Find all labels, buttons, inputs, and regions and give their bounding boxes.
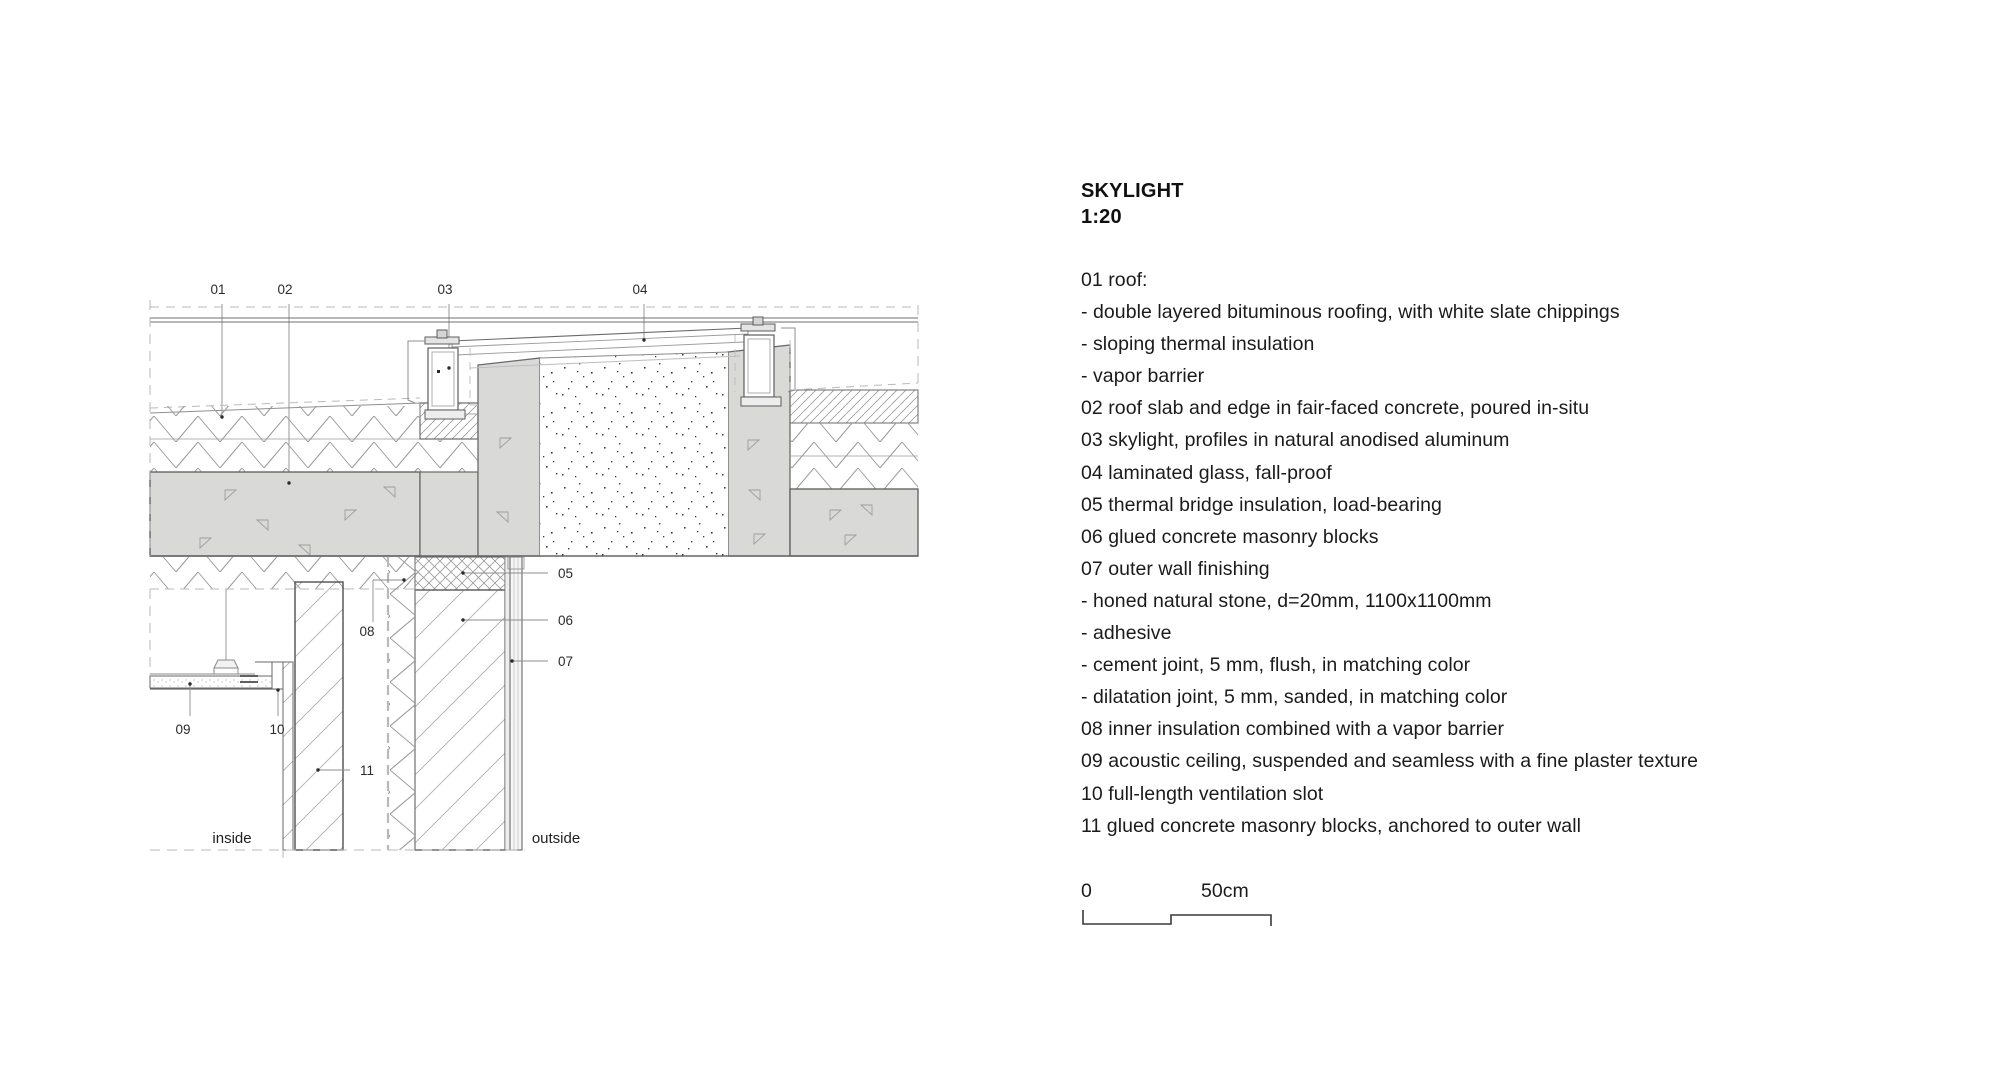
list-item: 11 glued concrete masonry blocks, anchored to outer wall xyxy=(1081,814,1581,837)
roof-slab-left xyxy=(150,472,420,556)
list-item: 10 full-length ventilation slot xyxy=(1081,782,1324,805)
label-outside: outside xyxy=(531,830,581,847)
list-item: - sloping thermal insulation xyxy=(1081,333,1315,356)
scale-start-label: 0 xyxy=(1081,880,1092,902)
scale-bar-graphic xyxy=(1081,906,1291,928)
architectural-detail-drawing xyxy=(0,0,1000,900)
callout-01: 01 xyxy=(210,282,226,297)
roof-insulation-left xyxy=(150,406,420,472)
list-item: 09 acoustic ceiling, suspended and seamless with a fine plaster texture xyxy=(1081,750,1699,773)
callout-06: 06 xyxy=(558,613,574,628)
outer-finishing-07 xyxy=(505,557,524,850)
list-item: - cement joint, 5 mm, flush, in matching color xyxy=(1081,654,1471,677)
list-item: 03 skylight, profiles in natural anodised aluminum xyxy=(1081,429,1510,452)
label-inside: inside xyxy=(212,830,252,847)
scale-bar xyxy=(1081,880,1311,926)
callout-10: 10 xyxy=(269,722,285,737)
list-item: 06 glued concrete masonry blocks xyxy=(1081,525,1379,548)
skylight-upstand-left xyxy=(420,403,478,556)
skylight-kerb-left xyxy=(478,358,540,556)
callout-09: 09 xyxy=(175,722,191,737)
inner-insulation-08 xyxy=(388,557,415,850)
callout-05: 05 xyxy=(558,566,574,581)
callout-02: 02 xyxy=(277,282,293,297)
list-item: 08 inner insulation combined with a vapor barrier xyxy=(1081,718,1505,741)
list-item: - adhesive xyxy=(1081,622,1172,645)
callout-03: 03 xyxy=(437,282,453,297)
callout-11: 11 xyxy=(360,763,375,778)
callout-08: 08 xyxy=(359,624,375,639)
list-item: 01 roof: xyxy=(1081,269,1148,291)
inner-masonry-11 xyxy=(283,582,343,850)
list-item: - dilatation joint, 5 mm, sanded, in matching color xyxy=(1081,686,1508,709)
roof-buildup-right xyxy=(790,383,918,556)
list-item: 02 roof slab and edge in fair-faced concrete, poured in-situ xyxy=(1081,397,1590,420)
list-item: 07 outer wall finishing xyxy=(1081,557,1270,580)
legend-list xyxy=(1081,264,1801,842)
callout-07: 07 xyxy=(558,654,574,669)
ventilation-slot-10 xyxy=(272,662,283,689)
skylight-opening-elevation xyxy=(540,352,728,556)
list-item: - double layered bituminous roofing, with white slate chippings xyxy=(1081,301,1620,324)
acoustic-ceiling-09 xyxy=(150,589,280,689)
drawing-scale: 1:20 xyxy=(1081,206,1122,228)
list-item: 04 laminated glass, fall-proof xyxy=(1081,461,1332,484)
list-item: - vapor barrier xyxy=(1081,365,1205,388)
outer-masonry-06 xyxy=(415,590,505,850)
thermal-bridge-insulation-05 xyxy=(415,557,505,590)
scale-end-label: 50cm xyxy=(1201,880,1249,902)
roof-membrane-left xyxy=(150,318,918,322)
legend-panel xyxy=(1081,178,1801,842)
list-item: 05 thermal bridge insulation, load-bearing xyxy=(1081,493,1442,516)
list-item: - honed natural stone, d=20mm, 1100x1100mm xyxy=(1081,589,1492,612)
page-title: SKYLIGHT xyxy=(1081,180,1184,202)
soffit-insulation-left xyxy=(150,556,420,589)
callout-04: 04 xyxy=(632,282,648,297)
